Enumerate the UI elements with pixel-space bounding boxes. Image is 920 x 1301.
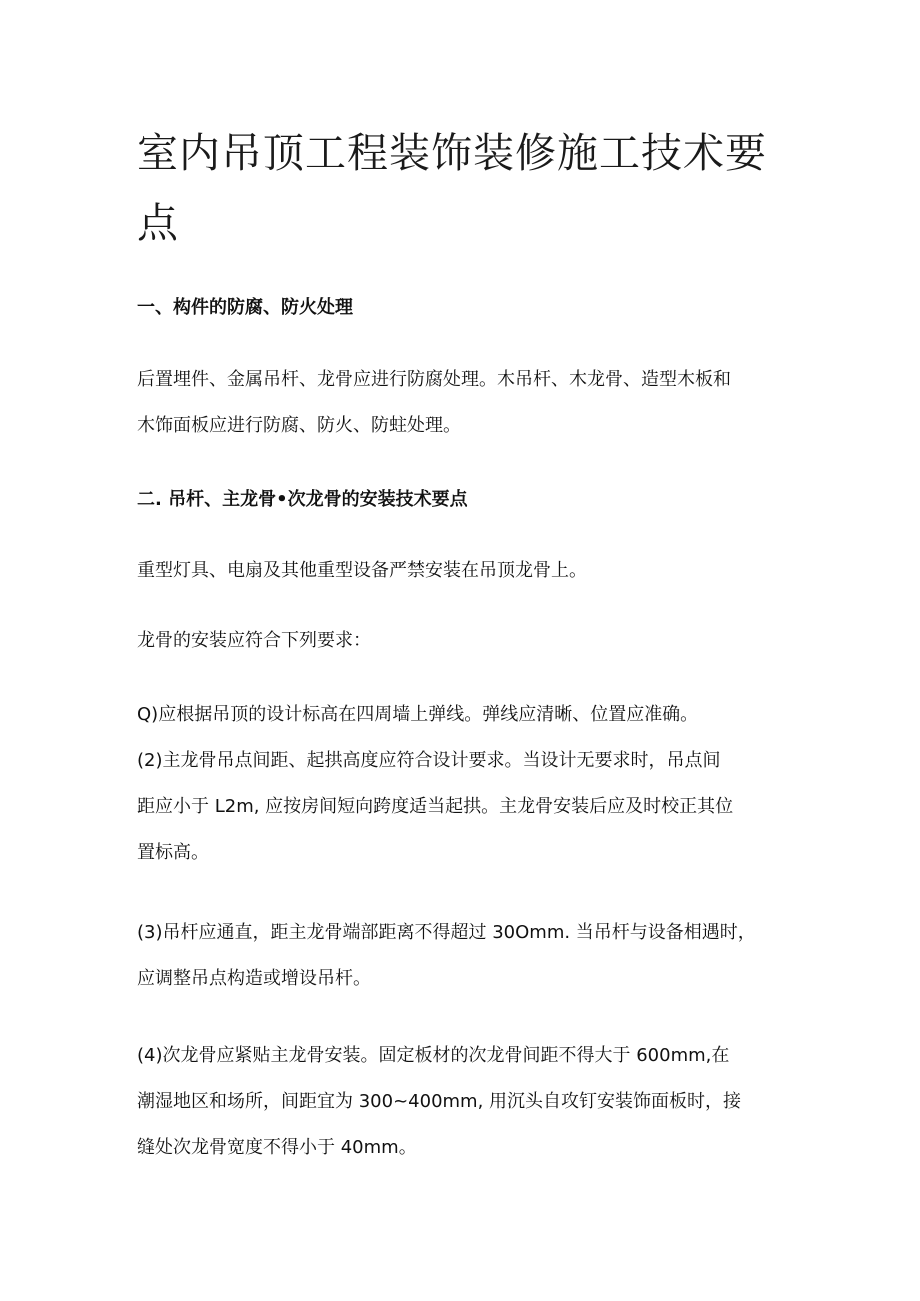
paragraph-line: 重型灯具、电扇及其他重型设备严禁安装在吊顶龙骨上。	[137, 560, 587, 581]
paragraph-line: 应调整吊点构造或增设吊杆。	[137, 968, 371, 989]
section-2-heading: 二. 吊杆、主龙骨•次龙骨的安装技术要点	[137, 489, 468, 510]
paragraph-line: 后置埋件、金属吊杆、龙骨应进行防腐处理。木吊杆、木龙骨、造型木板和	[137, 369, 731, 390]
list-item-3	[137, 910, 797, 1002]
paragraph-line: 潮湿地区和场所，间距宜为 300~400mm, 用沉头自攻钉安装饰面板时，接	[137, 1091, 742, 1112]
page-title: 室内吊顶工程装饰装修施工技术要点	[137, 129, 767, 247]
section-2-paragraph-1	[137, 548, 797, 594]
paragraph-line: 缝处次龙骨宽度不得小于 40mm。	[137, 1137, 417, 1158]
list-item-1	[137, 692, 797, 738]
paragraph-line: 木饰面板应进行防腐、防火、防蛀处理。	[137, 415, 461, 436]
list-item-4	[137, 1033, 797, 1171]
paragraph-line: 置标高。	[137, 842, 209, 863]
section-1-paragraph	[137, 357, 797, 449]
paragraph-line: (2)主龙骨吊点间距、起拱高度应符合设计要求。当设计无要求时，吊点间	[137, 750, 721, 771]
paragraph-line: (3)吊杆应通直，距主龙骨端部距离不得超过 30Omm. 当吊杆与设备相遇时，	[137, 922, 756, 943]
section-1-heading: 一、构件的防腐、防火处理	[137, 297, 353, 318]
paragraph-line: Q)应根据吊顶的设计标高在四周墙上弹线。弹线应清晰、位置应准确。	[137, 704, 699, 725]
paragraph-line: 龙骨的安装应符合下列要求：	[137, 630, 371, 651]
section-2-paragraph-2	[137, 618, 797, 664]
list-item-2	[137, 738, 797, 876]
paragraph-line: (4)次龙骨应紧贴主龙骨安装。固定板材的次龙骨间距不得大于 600mm,在	[137, 1045, 730, 1066]
paragraph-line: 距应小于 L2m, 应按房间短向跨度适当起拱。主龙骨安装后应及时校正其位	[137, 796, 734, 817]
